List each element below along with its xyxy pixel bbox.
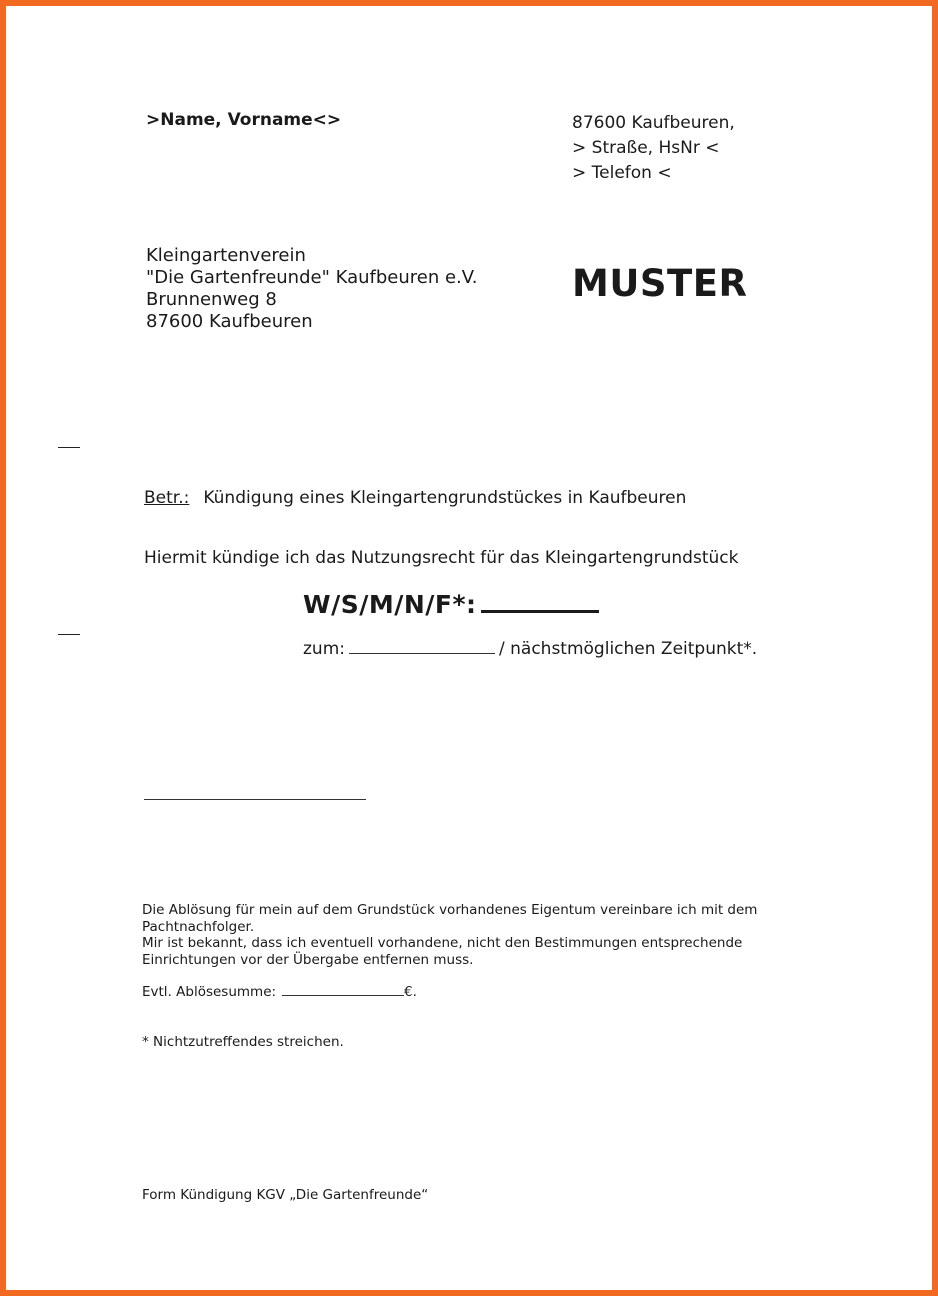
subject-text: Kündigung eines Kleingartengrundstückes in Kaufbeuren <box>203 488 687 508</box>
note-line: Einrichtungen vor der Übergabe entfernen muss. <box>142 951 474 968</box>
sum-currency: €. <box>404 984 417 1000</box>
date-blank[interactable] <box>349 639 495 654</box>
note-line: Die Ablösung für mein auf dem Grundstück vorhandenes Eigentum vereinbare ich mit dem <box>142 902 758 918</box>
plot-label: W/S/M/N/F*: <box>303 590 477 619</box>
body-intro: Hiermit kündige ich das Nutzungsrecht für das Kleingartengrundstück <box>144 548 739 568</box>
sum-label: Evtl. Ablösesumme: <box>142 984 277 1000</box>
date-line <box>303 639 757 659</box>
sender-city: 87600 Kaufbeuren, <box>572 113 735 133</box>
footnote: * Nichtzutreffendes streichen. <box>142 1034 344 1050</box>
recipient-address <box>146 245 477 333</box>
sum-blank[interactable] <box>282 984 404 996</box>
fold-mark <box>58 634 80 635</box>
recipient-line: 87600 Kaufbeuren <box>146 311 313 332</box>
recipient-line: Kleingartenverein <box>146 245 306 266</box>
footer-text: Form Kündigung KGV „Die Gartenfreunde“ <box>142 1187 429 1203</box>
sender-phone: > Telefon < <box>572 163 672 183</box>
sender-street: > Straße, HsNr < <box>572 138 720 158</box>
note-line: Pachtnachfolger. <box>142 918 255 935</box>
signature-line[interactable] <box>144 799 366 800</box>
sum-line <box>142 984 417 1000</box>
sender-name: >Name, Vorname<> <box>146 110 342 130</box>
note-line: Mir ist bekannt, dass ich eventuell vorhandene, nicht den Bestimmungen entsprechende <box>142 935 743 951</box>
subject-line <box>144 488 686 508</box>
sender-address <box>572 111 735 186</box>
subject-label: Betr.: <box>144 488 190 508</box>
date-prefix: zum: <box>303 639 345 659</box>
date-suffix: / nächstmöglichen Zeitpunkt*. <box>499 639 758 659</box>
recipient-line: "Die Gartenfreunde" Kaufbeuren e.V. <box>146 267 478 288</box>
fold-mark <box>58 447 80 448</box>
recipient-line: Brunnenweg 8 <box>146 289 277 310</box>
plot-line <box>303 588 599 619</box>
note-paragraph <box>142 902 802 968</box>
muster-stamp: MUSTER <box>572 262 748 305</box>
plot-blank[interactable] <box>481 588 599 613</box>
